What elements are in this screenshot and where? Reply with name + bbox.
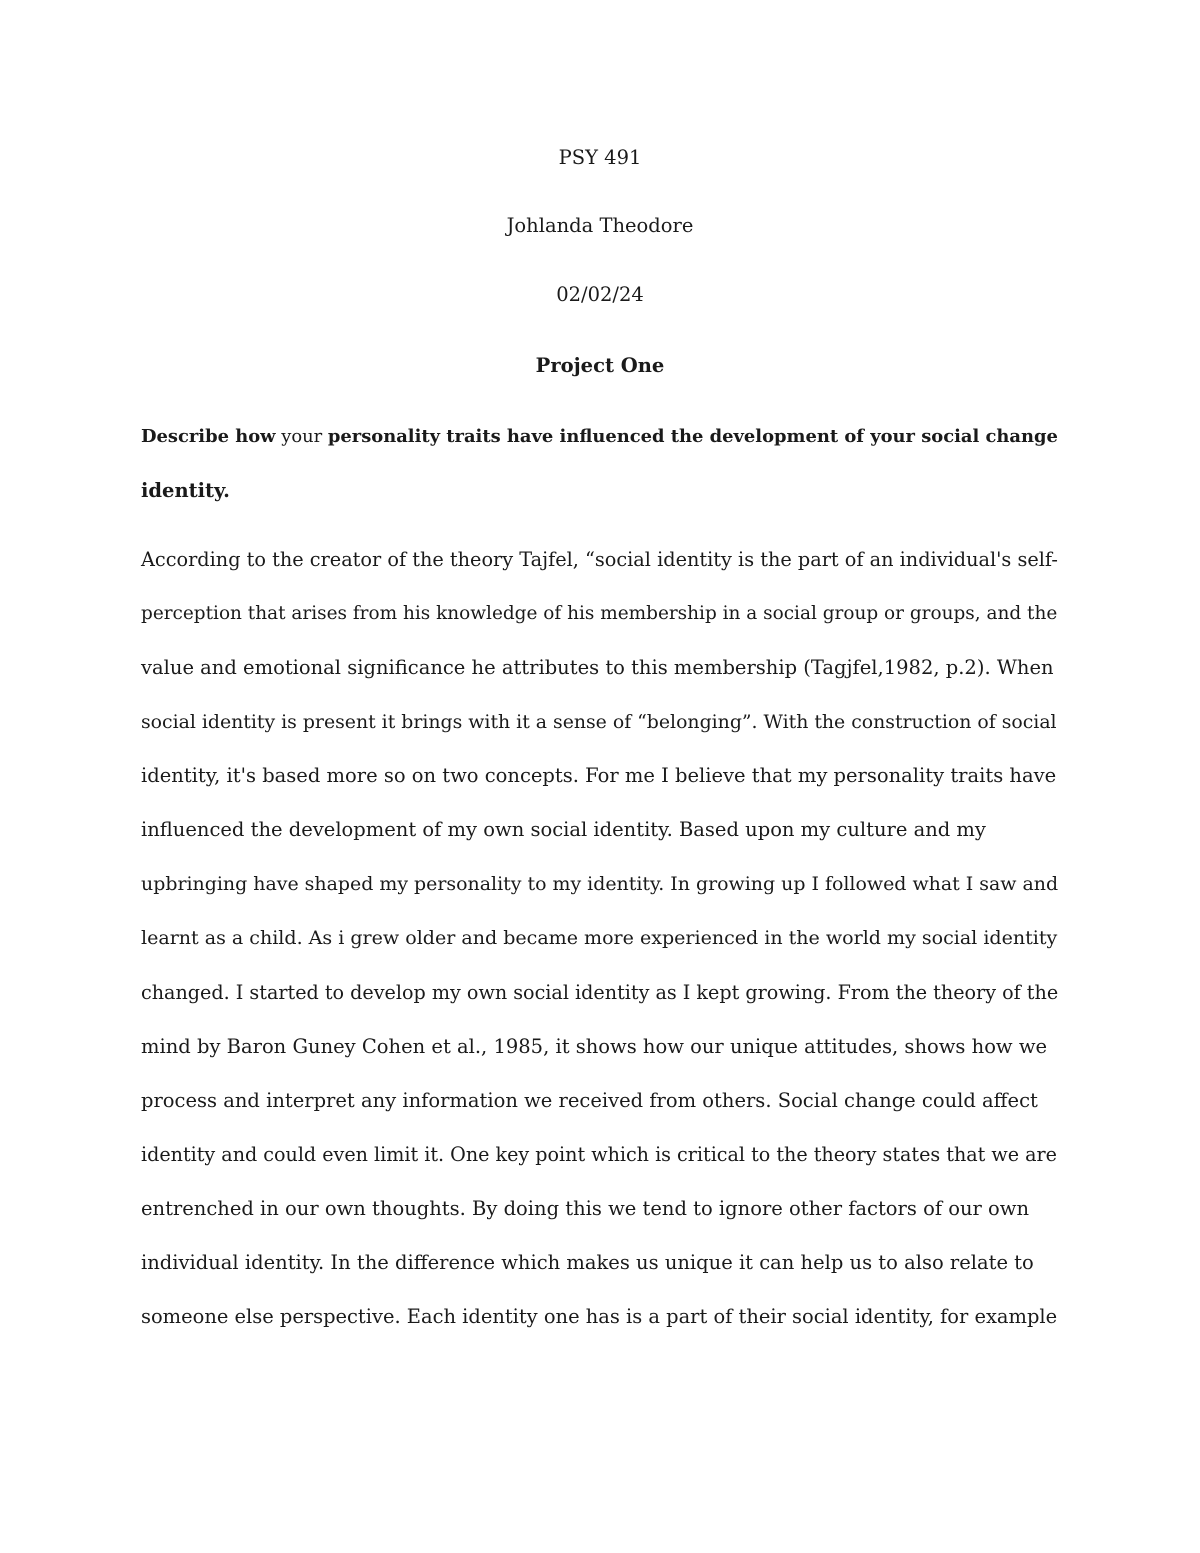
body-line: learnt as a child. As i grew older and became more experienced in the world my social identity xyxy=(141,927,1058,949)
body-line: social identity is present it brings with it a sense of “belonging”. With the construction of social xyxy=(141,711,1057,733)
body-line: perception that arises from his knowledge of his membership in a social group or groups, and the xyxy=(141,603,1058,624)
body-line: According to the creator of the theory Tajfel, “social identity is the part of an individual's self- xyxy=(141,548,1058,571)
body-line: value and emotional significance he attributes to this membership (Tagjfel,1982, p.2). When xyxy=(141,656,1054,679)
document-title: Project One xyxy=(535,354,665,377)
body-line: mind by Baron Guney Cohen et al., 1985, it shows how our unique attitudes, shows how we xyxy=(141,1035,1048,1058)
body-line: identity, it's based more so on two concepts. For me I believe that my personality traits have xyxy=(141,764,1057,787)
body-line: identity and could even limit it. One key point which is critical to the theory states that we are xyxy=(141,1143,1057,1166)
prompt-line-2: identity. xyxy=(141,479,230,502)
body-line: individual identity. In the difference which makes us unique it can help us to also relate to xyxy=(141,1251,1034,1274)
course-code: PSY 491 xyxy=(558,146,642,169)
author-name: Johlanda Theodore xyxy=(506,214,694,237)
body-line: changed. I started to develop my own social identity as I kept growing. From the theory of the xyxy=(141,981,1059,1004)
prompt-text-b: your xyxy=(275,426,328,447)
body-line: influenced the development of my own social identity. Based upon my culture and my xyxy=(141,818,986,841)
prompt-text-a: Describe how xyxy=(141,426,276,447)
body-line: someone else perspective. Each identity one has is a part of their social identity, for example xyxy=(141,1305,1058,1328)
body-line: upbringing have shaped my personality to my identity. In growing up I followed what I saw and xyxy=(141,873,1059,895)
body-line: process and interpret any information we received from others. Social change could affect xyxy=(141,1089,1038,1112)
body-line: entrenched in our own thoughts. By doing this we tend to ignore other factors of our own xyxy=(141,1197,1030,1220)
document-date: 02/02/24 xyxy=(556,283,644,306)
prompt-line-1 xyxy=(141,425,1058,449)
prompt-text-c: personality traits have influenced the development of your social change xyxy=(327,426,1058,447)
